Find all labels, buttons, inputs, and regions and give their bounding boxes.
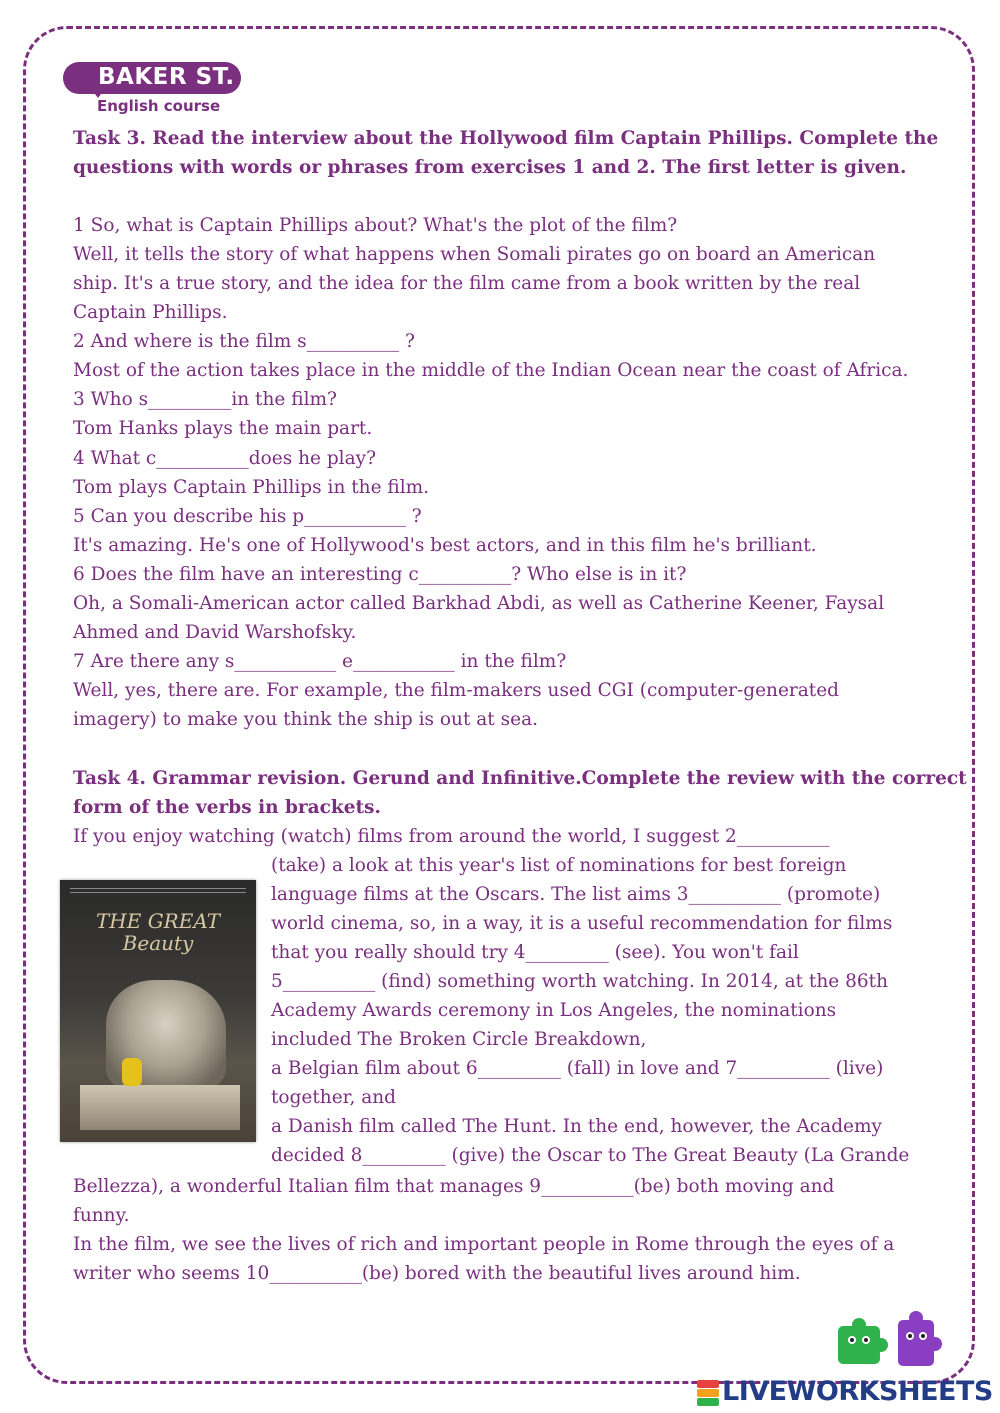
task4-line: In the film, we see the lives of rich and important people in Rome through the eyes of a bbox=[73, 1234, 895, 1255]
task3-line: imagery) to make you think the ship is out at sea. bbox=[73, 709, 538, 730]
task4-line: included The Broken Circle Breakdown, bbox=[271, 1029, 647, 1050]
task3-line: 5 Can you describe his p___________ ? bbox=[73, 506, 422, 527]
liveworksheets-logo: LIVEWORKSHEETS bbox=[722, 1376, 993, 1407]
task4-line: Bellezza), a wonderful Italian film that manages 9__________(be) both moving and bbox=[73, 1176, 835, 1197]
task4-heading-line2: form of the verbs in brackets. bbox=[73, 797, 381, 818]
movie-poster-image bbox=[60, 880, 256, 1142]
task3-line: 6 Does the film have an interesting c__________? Who else is in it? bbox=[73, 564, 687, 585]
task3-line: 3 Who s_________in the film? bbox=[73, 389, 337, 410]
task3-line: Tom Hanks plays the main part. bbox=[73, 418, 373, 439]
task3-line: 1 So, what is Captain Phillips about? What's the plot of the film? bbox=[73, 215, 678, 236]
task3-line: 4 What c__________does he play? bbox=[73, 448, 376, 469]
liveworksheets-badge-icon bbox=[697, 1380, 719, 1406]
task3-line: 2 And where is the film s__________ ? bbox=[73, 331, 415, 352]
task3-line: Most of the action takes place in the middle of the Indian Ocean near the coast of Africa. bbox=[73, 360, 909, 381]
task4-line: a Belgian film about 6_________ (fall) in love and 7__________ (live) bbox=[271, 1058, 884, 1079]
task4-line: that you really should try 4_________ (see). You won't fail bbox=[271, 942, 799, 963]
logo-main-text: BAKER ST. bbox=[98, 64, 235, 90]
poster-title: THE GREAT Beauty bbox=[95, 909, 221, 955]
task3-line: ship. It's a true story, and the idea for the film came from a book written by the real bbox=[73, 273, 861, 294]
task4-line: funny. bbox=[73, 1205, 130, 1226]
task3-heading-line1: Task 3. Read the interview about the Hollywood film Captain Phillips. Complete the bbox=[73, 128, 939, 149]
task4-line: (take) a look at this year's list of nominations for best foreign bbox=[271, 855, 847, 876]
task4-line: together, and bbox=[271, 1087, 397, 1108]
task3-line: It's amazing. He's one of Hollywood's best actors, and in this film he's brilliant. bbox=[73, 535, 817, 556]
task3-line: Captain Phillips. bbox=[73, 302, 228, 323]
task3-line: Well, it tells the story of what happens when Somali pirates go on board an American bbox=[73, 244, 876, 265]
task4-line: world cinema, so, in a way, it is a useful recommendation for films bbox=[271, 913, 893, 934]
puzzle-mascots-icon bbox=[832, 1310, 944, 1374]
task4-line: decided 8_________ (give) the Oscar to The Great Beauty (La Grande bbox=[271, 1145, 910, 1166]
task4-line: language films at the Oscars. The list aims 3__________ (promote) bbox=[271, 884, 881, 905]
logo-sub-text: English course bbox=[97, 97, 221, 115]
task4-heading-line1: Task 4. Grammar revision. Gerund and Infinitive.Complete the review with the correct bbox=[73, 768, 967, 789]
task4-line: If you enjoy watching (watch) films from around the world, I suggest 2__________ bbox=[73, 826, 830, 847]
task4-line: a Danish film called The Hunt. In the end, however, the Academy bbox=[271, 1116, 882, 1137]
task3-line: Well, yes, there are. For example, the film-makers used CGI (computer-generated bbox=[73, 680, 839, 701]
task3-line: Oh, a Somali-American actor called Barkhad Abdi, as well as Catherine Keener, Faysal bbox=[73, 593, 885, 614]
task4-line: Academy Awards ceremony in Los Angeles, the nominations bbox=[271, 1000, 837, 1021]
task3-line: Tom plays Captain Phillips in the film. bbox=[73, 477, 430, 498]
task3-line: Ahmed and David Warshofsky. bbox=[73, 622, 357, 643]
task3-heading-line2: questions with words or phrases from exercises 1 and 2. The first letter is given. bbox=[73, 157, 907, 178]
task3-line: 7 Are there any s___________ e___________ in the film? bbox=[73, 651, 567, 672]
task4-line: writer who seems 10__________(be) bored with the beautiful lives around him. bbox=[73, 1263, 801, 1284]
task4-line: 5__________ (find) something worth watching. In 2014, at the 86th bbox=[271, 971, 889, 992]
